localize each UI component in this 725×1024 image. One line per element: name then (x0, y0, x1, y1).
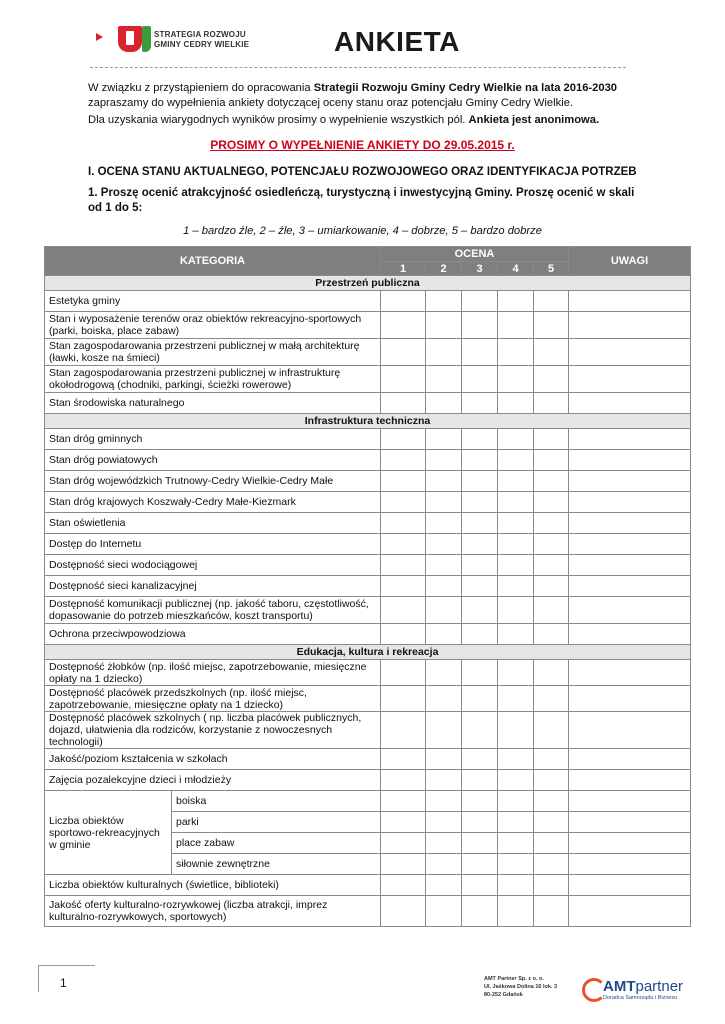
rating-cell-4[interactable] (498, 712, 534, 749)
rating-cell-5[interactable] (534, 366, 569, 393)
anonymous-note: Ankieta jest anonimowa. (468, 114, 600, 126)
notes-cell[interactable] (569, 686, 691, 712)
rating-cell-1[interactable] (381, 534, 426, 555)
category-label: Jakość oferty kulturalno-rozrywkowej (liczba atrakcji, imprez kulturalno-rozrywkowych, sportowych) (45, 896, 381, 927)
category-label: Stan dróg powiatowych (45, 450, 381, 471)
intro-text-cont: zapraszamy do wypełnienia ankiety dotyczącej oceny stanu oraz potencjału Gminy Cedry Wielkie. (88, 97, 574, 109)
rating-cell-3[interactable] (462, 555, 498, 576)
rating-cell-4[interactable] (498, 450, 534, 471)
rating-cell-4[interactable] (498, 854, 534, 875)
table-row (45, 555, 691, 576)
rating-cell-2[interactable] (426, 791, 462, 812)
rating-cell-2[interactable] (426, 492, 462, 513)
notes-cell[interactable] (569, 770, 691, 791)
notes-cell[interactable] (569, 833, 691, 854)
brand-bold: AMT (603, 978, 636, 995)
strategy-logo (154, 30, 249, 50)
rating-cell-3[interactable] (462, 812, 498, 833)
category-label: Dostępność sieci wodociągowej (45, 555, 381, 576)
logo-line-2: GMINY CEDRY WIELKIE (154, 40, 250, 49)
notes-cell[interactable] (569, 471, 691, 492)
category-label: Jakość/poziom kształcenia w szkołach (45, 749, 381, 770)
rating-cell-5[interactable] (534, 429, 569, 450)
category-label: Stan i wyposażenie terenów oraz obiektów rekreacyjno-sportowych (parki, boiska, place zabaw) (45, 312, 381, 339)
sub-category-label: parki (172, 812, 381, 833)
sub-category-label: place zabaw (172, 833, 381, 854)
rating-cell-2[interactable] (426, 312, 462, 339)
rating-cell-3[interactable] (462, 534, 498, 555)
rating-cell-3[interactable] (462, 339, 498, 366)
table-row (45, 339, 691, 366)
category-label: Dostępność sieci kanalizacyjnej (45, 576, 381, 597)
header-divider (90, 67, 626, 68)
notes-cell[interactable] (569, 492, 691, 513)
notes-cell[interactable] (569, 791, 691, 812)
rating-cell-1[interactable] (381, 749, 426, 770)
address-line-3: 80-252 Gdańsk (484, 992, 523, 998)
rating-cell-4[interactable] (498, 471, 534, 492)
strategy-name: Strategii Rozwoju Gminy Cedry Wielkie na lata 2016-2030 (313, 82, 618, 94)
rating-cell-4[interactable] (498, 576, 534, 597)
rating-1-header: 1 (381, 262, 426, 276)
rating-cell-2[interactable] (426, 534, 462, 555)
table-row (45, 393, 691, 414)
rating-cell-5[interactable] (534, 291, 569, 312)
rating-cell-1[interactable] (381, 576, 426, 597)
category-label: Ochrona przeciwpowodziowa (45, 624, 381, 645)
rating-cell-3[interactable] (462, 492, 498, 513)
notes-cell[interactable] (569, 875, 691, 896)
category-label: Dostępność żłobków (np. ilość miejsc, zapotrzebowanie, miesięczne opłaty na 1 dziecko) (45, 660, 381, 686)
rating-cell-4[interactable] (498, 660, 534, 686)
category-label: Stan zagospodarowania przestrzeni publicznej w infrastrukturę okołodrogową (chodniki, parkingi, ścieżki rowerowe) (45, 366, 381, 393)
rating-cell-3[interactable] (462, 896, 498, 927)
rating-cell-3[interactable] (462, 393, 498, 414)
sub-category-label: boiska (172, 791, 381, 812)
rating-cell-2[interactable] (426, 429, 462, 450)
rating-cell-3[interactable] (462, 597, 498, 624)
rating-cell-5[interactable] (534, 312, 569, 339)
notes-cell[interactable] (569, 712, 691, 749)
rating-4-header: 4 (498, 262, 534, 276)
category-label: Liczba obiektów kulturalnych (świetlice, biblioteki) (45, 875, 381, 896)
rating-cell-5[interactable] (534, 393, 569, 414)
rating-cell-5[interactable] (534, 492, 569, 513)
notes-header: UWAGI (569, 247, 691, 276)
rating-cell-5[interactable] (534, 339, 569, 366)
category-label: Dostępność placówek szkolnych ( np. liczba placówek publicznych, dojazd, ułatwienia dla rodziców, korzystanie z nowoczesnych technologii) (45, 712, 381, 749)
rating-cell-4[interactable] (498, 339, 534, 366)
rating-cell-1[interactable] (381, 291, 426, 312)
logo-leaf-icon (142, 26, 151, 52)
table-row (45, 597, 691, 624)
rating-cell-1[interactable] (381, 429, 426, 450)
notes-cell[interactable] (569, 513, 691, 534)
rating-3-header: 3 (462, 262, 498, 276)
category-label: Dostępność komunikacji publicznej (np. jakość taboru, częstotliwość, dopasowanie do potrzeb mieszkańców, koszt transportu) (45, 597, 381, 624)
category-label: Stan dróg wojewódzkich Trutnowy-Cedry Wielkie-Cedry Małe (45, 471, 381, 492)
notes-cell[interactable] (569, 291, 691, 312)
rating-cell-1[interactable] (381, 450, 426, 471)
notes-cell[interactable] (569, 624, 691, 645)
rating-cell-2[interactable] (426, 339, 462, 366)
rating-scale: 1 – bardzo źle, 2 – źle, 3 – umiarkowanie, 4 – dobrze, 5 – bardzo dobrze (183, 225, 542, 237)
rating-cell-3[interactable] (462, 770, 498, 791)
notes-cell[interactable] (569, 312, 691, 339)
rating-cell-2[interactable] (426, 896, 462, 927)
notes-cell[interactable] (569, 597, 691, 624)
logo-line-1: STRATEGIA ROZWOJU (154, 30, 246, 39)
rating-cell-4[interactable] (498, 749, 534, 770)
rating-cell-1[interactable] (381, 770, 426, 791)
notes-cell[interactable] (569, 660, 691, 686)
rating-cell-4[interactable] (498, 513, 534, 534)
rating-cell-4[interactable] (498, 393, 534, 414)
rating-cell-4[interactable] (498, 896, 534, 927)
category-label: Stan dróg krajowych Koszwały-Cedry Małe-Kiezmark (45, 492, 381, 513)
table-row (45, 429, 691, 450)
rating-cell-5[interactable] (534, 555, 569, 576)
category-label: Dostępność placówek przedszkolnych (np. ilość miejsc, zapotrzebowanie, miesięczne opłaty na 1 dziecko) (45, 686, 381, 712)
rating-cell-2[interactable] (426, 686, 462, 712)
rating-cell-5[interactable] (534, 660, 569, 686)
section-title: I. OCENA STANU AKTUALNEGO, POTENCJAŁU ROZWOJOWEGO ORAZ IDENTYFIKACJA POTRZEB (88, 166, 637, 178)
crest-logo-icon (118, 26, 142, 52)
survey-table (44, 246, 691, 927)
intro-text: W związku z przystąpieniem do opracowania (88, 82, 314, 94)
notes-cell[interactable] (569, 576, 691, 597)
deadline-notice: PROSIMY O WYPEŁNIENIE ANKIETY DO 29.05.2015 r. (210, 138, 515, 152)
rating-cell-5[interactable] (534, 854, 569, 875)
notes-cell[interactable] (569, 534, 691, 555)
page-title: ANKIETA (334, 26, 460, 57)
rating-cell-1[interactable] (381, 513, 426, 534)
category-label: Stan środowiska naturalnego (45, 393, 381, 414)
sub-group-label: Liczba obiektów sportowo-rekreacyjnych w gminie (45, 791, 172, 875)
rating-cell-3[interactable] (462, 875, 498, 896)
notes-cell[interactable] (569, 366, 691, 393)
rating-cell-1[interactable] (381, 312, 426, 339)
rating-cell-3[interactable] (462, 854, 498, 875)
rating-cell-2[interactable] (426, 812, 462, 833)
table-row (45, 712, 691, 749)
rating-cell-1[interactable] (381, 791, 426, 812)
table-row (45, 312, 691, 339)
rating-cell-5[interactable] (534, 576, 569, 597)
table-row (45, 291, 691, 312)
rating-cell-5[interactable] (534, 791, 569, 812)
rating-cell-3[interactable] (462, 791, 498, 812)
group-row (45, 276, 691, 291)
address-line-1: AMT Partner Sp. z o. o. (484, 976, 544, 982)
category-label: Stan dróg gminnych (45, 429, 381, 450)
rating-cell-4[interactable] (498, 833, 534, 854)
rating-cell-1[interactable] (381, 471, 426, 492)
brand-tagline: Doradca Samorządu i Biznesu (603, 995, 678, 1001)
rating-cell-1[interactable] (381, 686, 426, 712)
table-row (45, 576, 691, 597)
rating-cell-5[interactable] (534, 812, 569, 833)
rating-cell-2[interactable] (426, 875, 462, 896)
category-label: Zajęcia pozalekcyjne dzieci i młodzieży (45, 770, 381, 791)
rating-cell-5[interactable] (534, 770, 569, 791)
notes-cell[interactable] (569, 812, 691, 833)
rating-cell-1[interactable] (381, 833, 426, 854)
rating-2-header: 2 (426, 262, 462, 276)
intro-paragraph (88, 81, 648, 111)
arrow-icon (96, 33, 103, 41)
rating-cell-5[interactable] (534, 712, 569, 749)
rating-cell-1[interactable] (381, 555, 426, 576)
rating-cell-5[interactable] (534, 624, 569, 645)
rating-cell-1[interactable] (381, 366, 426, 393)
rating-cell-1[interactable] (381, 896, 426, 927)
rating-cell-1[interactable] (381, 812, 426, 833)
rating-cell-5[interactable] (534, 896, 569, 927)
rating-cell-2[interactable] (426, 450, 462, 471)
rating-cell-2[interactable] (426, 660, 462, 686)
instructions-text: Dla uzyskania wiarygodnych wyników prosimy o wypełnienie wszystkich pól. (88, 114, 469, 126)
table-row (45, 660, 691, 686)
category-label: Estetyka gminy (45, 291, 381, 312)
rating-cell-5[interactable] (534, 749, 569, 770)
rating-cell-3[interactable] (462, 660, 498, 686)
notes-cell[interactable] (569, 854, 691, 875)
rating-cell-4[interactable] (498, 686, 534, 712)
table-row (45, 513, 691, 534)
question-1: 1. Proszę ocenić atrakcyjność osiedleńczą, turystyczną i inwestycyjną Gminy. Proszę ocenić w skali od 1 do 5: (88, 187, 635, 214)
rating-cell-2[interactable] (426, 291, 462, 312)
table-row (45, 492, 691, 513)
rating-cell-1[interactable] (381, 712, 426, 749)
table-row (45, 896, 691, 927)
rating-cell-5[interactable] (534, 597, 569, 624)
rating-cell-3[interactable] (462, 624, 498, 645)
table-row (45, 686, 691, 712)
rating-cell-3[interactable] (462, 712, 498, 749)
group-title: Infrastruktura techniczna (45, 414, 691, 429)
rating-cell-4[interactable] (498, 429, 534, 450)
rating-cell-3[interactable] (462, 471, 498, 492)
rating-cell-2[interactable] (426, 624, 462, 645)
table-row (45, 791, 691, 812)
rating-cell-4[interactable] (498, 555, 534, 576)
table-row (45, 749, 691, 770)
rating-cell-1[interactable] (381, 624, 426, 645)
rating-cell-1[interactable] (381, 492, 426, 513)
rating-cell-4[interactable] (498, 597, 534, 624)
rating-cell-3[interactable] (462, 833, 498, 854)
rating-cell-5[interactable] (534, 471, 569, 492)
notes-cell[interactable] (569, 450, 691, 471)
rating-cell-3[interactable] (462, 576, 498, 597)
group-title: Edukacja, kultura i rekreacja (45, 645, 691, 660)
rating-cell-2[interactable] (426, 393, 462, 414)
rating-cell-4[interactable] (498, 312, 534, 339)
notes-cell[interactable] (569, 393, 691, 414)
sub-category-label: siłownie zewnętrzne (172, 854, 381, 875)
notes-cell[interactable] (569, 339, 691, 366)
rating-cell-5[interactable] (534, 875, 569, 896)
notes-cell[interactable] (569, 749, 691, 770)
rating-cell-2[interactable] (426, 513, 462, 534)
amt-brand (603, 978, 683, 995)
group-title: Przestrzeń publiczna (45, 276, 691, 291)
rating-cell-3[interactable] (462, 366, 498, 393)
rating-cell-3[interactable] (462, 312, 498, 339)
rating-cell-4[interactable] (498, 492, 534, 513)
table-row (45, 875, 691, 896)
rating-cell-1[interactable] (381, 597, 426, 624)
brand-rest: partner (635, 978, 684, 995)
category-label: Stan oświetlenia (45, 513, 381, 534)
notes-cell[interactable] (569, 555, 691, 576)
rating-cell-4[interactable] (498, 770, 534, 791)
group-row (45, 414, 691, 429)
rating-cell-4[interactable] (498, 291, 534, 312)
rating-cell-4[interactable] (498, 812, 534, 833)
rating-cell-3[interactable] (462, 749, 498, 770)
rating-cell-2[interactable] (426, 555, 462, 576)
table-row (45, 624, 691, 645)
rating-cell-2[interactable] (426, 749, 462, 770)
rating-cell-1[interactable] (381, 875, 426, 896)
page-number: 1 (60, 976, 67, 990)
table-row (45, 471, 691, 492)
rating-cell-4[interactable] (498, 534, 534, 555)
address-line-2: Ul. Jaśkowa Dolina 16 lok. 3 (484, 984, 558, 990)
rating-cell-1[interactable] (381, 854, 426, 875)
rating-cell-2[interactable] (426, 471, 462, 492)
table-row (45, 450, 691, 471)
rating-cell-5[interactable] (534, 450, 569, 471)
notes-cell[interactable] (569, 896, 691, 927)
table-row (45, 366, 691, 393)
category-header: KATEGORIA (45, 247, 381, 276)
rating-cell-4[interactable] (498, 624, 534, 645)
rating-cell-2[interactable] (426, 576, 462, 597)
rating-cell-2[interactable] (426, 597, 462, 624)
rating-cell-3[interactable] (462, 686, 498, 712)
rating-cell-4[interactable] (498, 791, 534, 812)
rating-cell-1[interactable] (381, 339, 426, 366)
rating-cell-2[interactable] (426, 366, 462, 393)
rating-header: OCENA (381, 247, 569, 262)
table-row (45, 534, 691, 555)
rating-cell-3[interactable] (462, 450, 498, 471)
rating-cell-2[interactable] (426, 770, 462, 791)
rating-cell-5[interactable] (534, 686, 569, 712)
rating-cell-2[interactable] (426, 854, 462, 875)
rating-cell-3[interactable] (462, 513, 498, 534)
notes-cell[interactable] (569, 429, 691, 450)
table-row (45, 770, 691, 791)
instructions-paragraph (88, 113, 648, 128)
rating-5-header: 5 (534, 262, 569, 276)
group-row (45, 645, 691, 660)
category-label: Stan zagospodarowania przestrzeni publicznej w małą architekturę (ławki, kosze na śmieci) (45, 339, 381, 366)
rating-cell-3[interactable] (462, 429, 498, 450)
rating-cell-4[interactable] (498, 875, 534, 896)
rating-cell-5[interactable] (534, 513, 569, 534)
rating-cell-1[interactable] (381, 393, 426, 414)
company-address (484, 975, 557, 999)
category-label: Dostęp do Internetu (45, 534, 381, 555)
rating-cell-2[interactable] (426, 833, 462, 854)
rating-cell-4[interactable] (498, 366, 534, 393)
rating-cell-5[interactable] (534, 833, 569, 854)
rating-cell-3[interactable] (462, 291, 498, 312)
rating-cell-2[interactable] (426, 712, 462, 749)
rating-cell-5[interactable] (534, 534, 569, 555)
rating-cell-1[interactable] (381, 660, 426, 686)
